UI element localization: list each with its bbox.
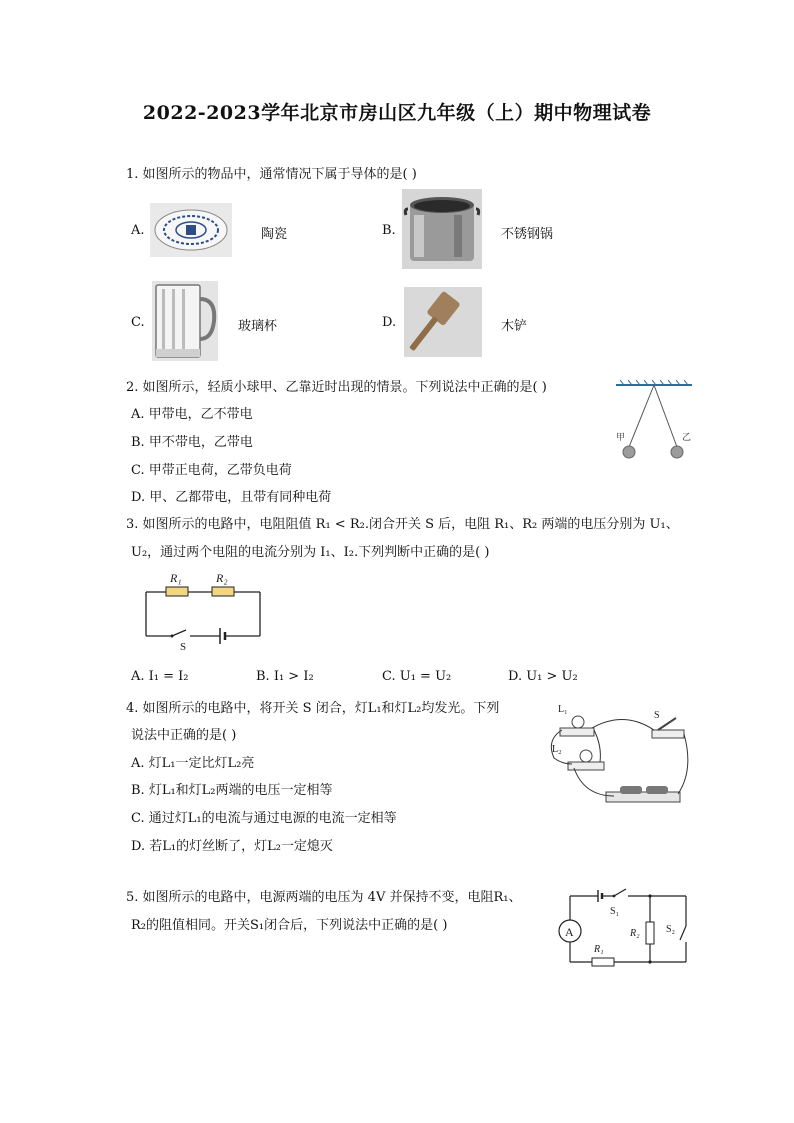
q5-label-s2: S₂ — [666, 924, 676, 935]
q2-option-b: B. 甲不带电，乙带电 — [131, 435, 253, 450]
q1-option-a-letter: A. — [131, 223, 145, 238]
q3-option-c: C. U₁ = U₂ — [382, 669, 452, 684]
question-3-stem-line2: U₂，通过两个电阻的电流分别为 I₁、I₂.下列判断中正确的是( ) — [131, 545, 490, 560]
question-4-stem-line1: 4. 如图所示的电路中，将开关 S 闭合，灯L₁和灯L₂均发光。下列 — [126, 701, 500, 716]
q1-option-d-letter: D. — [382, 315, 397, 330]
q4-option-c: C. 通过灯L₁的电流与通过电源的电流一定相等 — [131, 811, 397, 826]
q1-option-c-letter: C. — [131, 315, 145, 330]
q3-label-r2: R₂ — [216, 571, 228, 585]
ceramic-plate-image — [150, 203, 232, 257]
steel-pot-image — [402, 189, 482, 269]
q4-label-s: S — [654, 710, 660, 721]
q4-label-l2: L₂ — [552, 744, 562, 755]
question-4-stem-line2: 说法中正确的是( ) — [131, 728, 237, 743]
q3-option-d: D. U₁ > U₂ — [508, 669, 578, 684]
q1-option-c-text: 玻璃杯 — [238, 319, 278, 334]
question-5-stem-line2: R₂的阻值相同。开关S₁闭合后，下列说法中正确的是( ) — [131, 918, 448, 933]
q5-label-r1: R₁ — [594, 944, 604, 955]
q4-option-b: B. 灯L₁和灯L₂两端的电压一定相等 — [131, 783, 333, 798]
q3-option-a: A. I₁ = I₂ — [131, 669, 189, 684]
q5-label-s1: S₁ — [610, 906, 620, 917]
glass-mug-image — [152, 281, 218, 361]
q2-option-a: A. 甲带电，乙不带电 — [131, 407, 253, 422]
question-5-stem-line1: 5. 如图所示的电路中，电源两端的电压为 4V 并保持不变，电阻R₁、 — [126, 890, 522, 905]
q2-option-d: D. 甲、乙都带电，且带有同种电荷 — [131, 490, 332, 505]
wooden-spatula-image — [404, 287, 482, 357]
q5-ammeter-label: A — [565, 925, 574, 939]
q2-label-yi: 乙 — [682, 432, 692, 442]
page-title: 2022-2023学年北京市房山区九年级（上）期中物理试卷 — [142, 102, 652, 124]
q4-option-a: A. 灯L₁一定比灯L₂亮 — [131, 756, 255, 771]
q5-label-r2: R₂ — [630, 928, 640, 939]
question-1-stem: 1. 如图所示的物品中，通常情况下属于导体的是( ) — [126, 167, 417, 182]
question-2-stem: 2. 如图所示，轻质小球甲、乙靠近时出现的情景。下列说法中正确的是( ) — [126, 380, 547, 395]
q5-ammeter-circuit-figure — [554, 882, 694, 968]
q3-label-r1: R₁ — [170, 571, 182, 585]
q3-option-b: B. I₁ > I₂ — [256, 669, 314, 684]
q3-series-circuit-figure — [140, 566, 266, 652]
q2-label-jia: 甲 — [616, 432, 626, 442]
q3-label-s: S — [180, 641, 187, 652]
q1-option-b-text: 不锈钢锅 — [501, 227, 554, 242]
q2-suspended-balls-figure — [612, 378, 696, 464]
q1-option-a-text: 陶瓷 — [261, 227, 288, 242]
q4-option-d: D. 若L₁的灯丝断了，灯L₂一定熄灭 — [131, 839, 333, 854]
q4-label-l1: L₁ — [558, 704, 568, 715]
q2-option-c: C. 甲带正电荷，乙带负电荷 — [131, 463, 292, 478]
q1-option-d-text: 木铲 — [501, 319, 528, 334]
q4-lamp-circuit-figure — [544, 700, 694, 806]
q1-option-b-letter: B. — [382, 223, 396, 238]
question-3-stem-line1: 3. 如图所示的电路中，电阻阻值 R₁ < R₂.闭合开关 S 后，电阻 R₁、R₂ 两端的电压分别为 U₁、 — [126, 517, 679, 532]
